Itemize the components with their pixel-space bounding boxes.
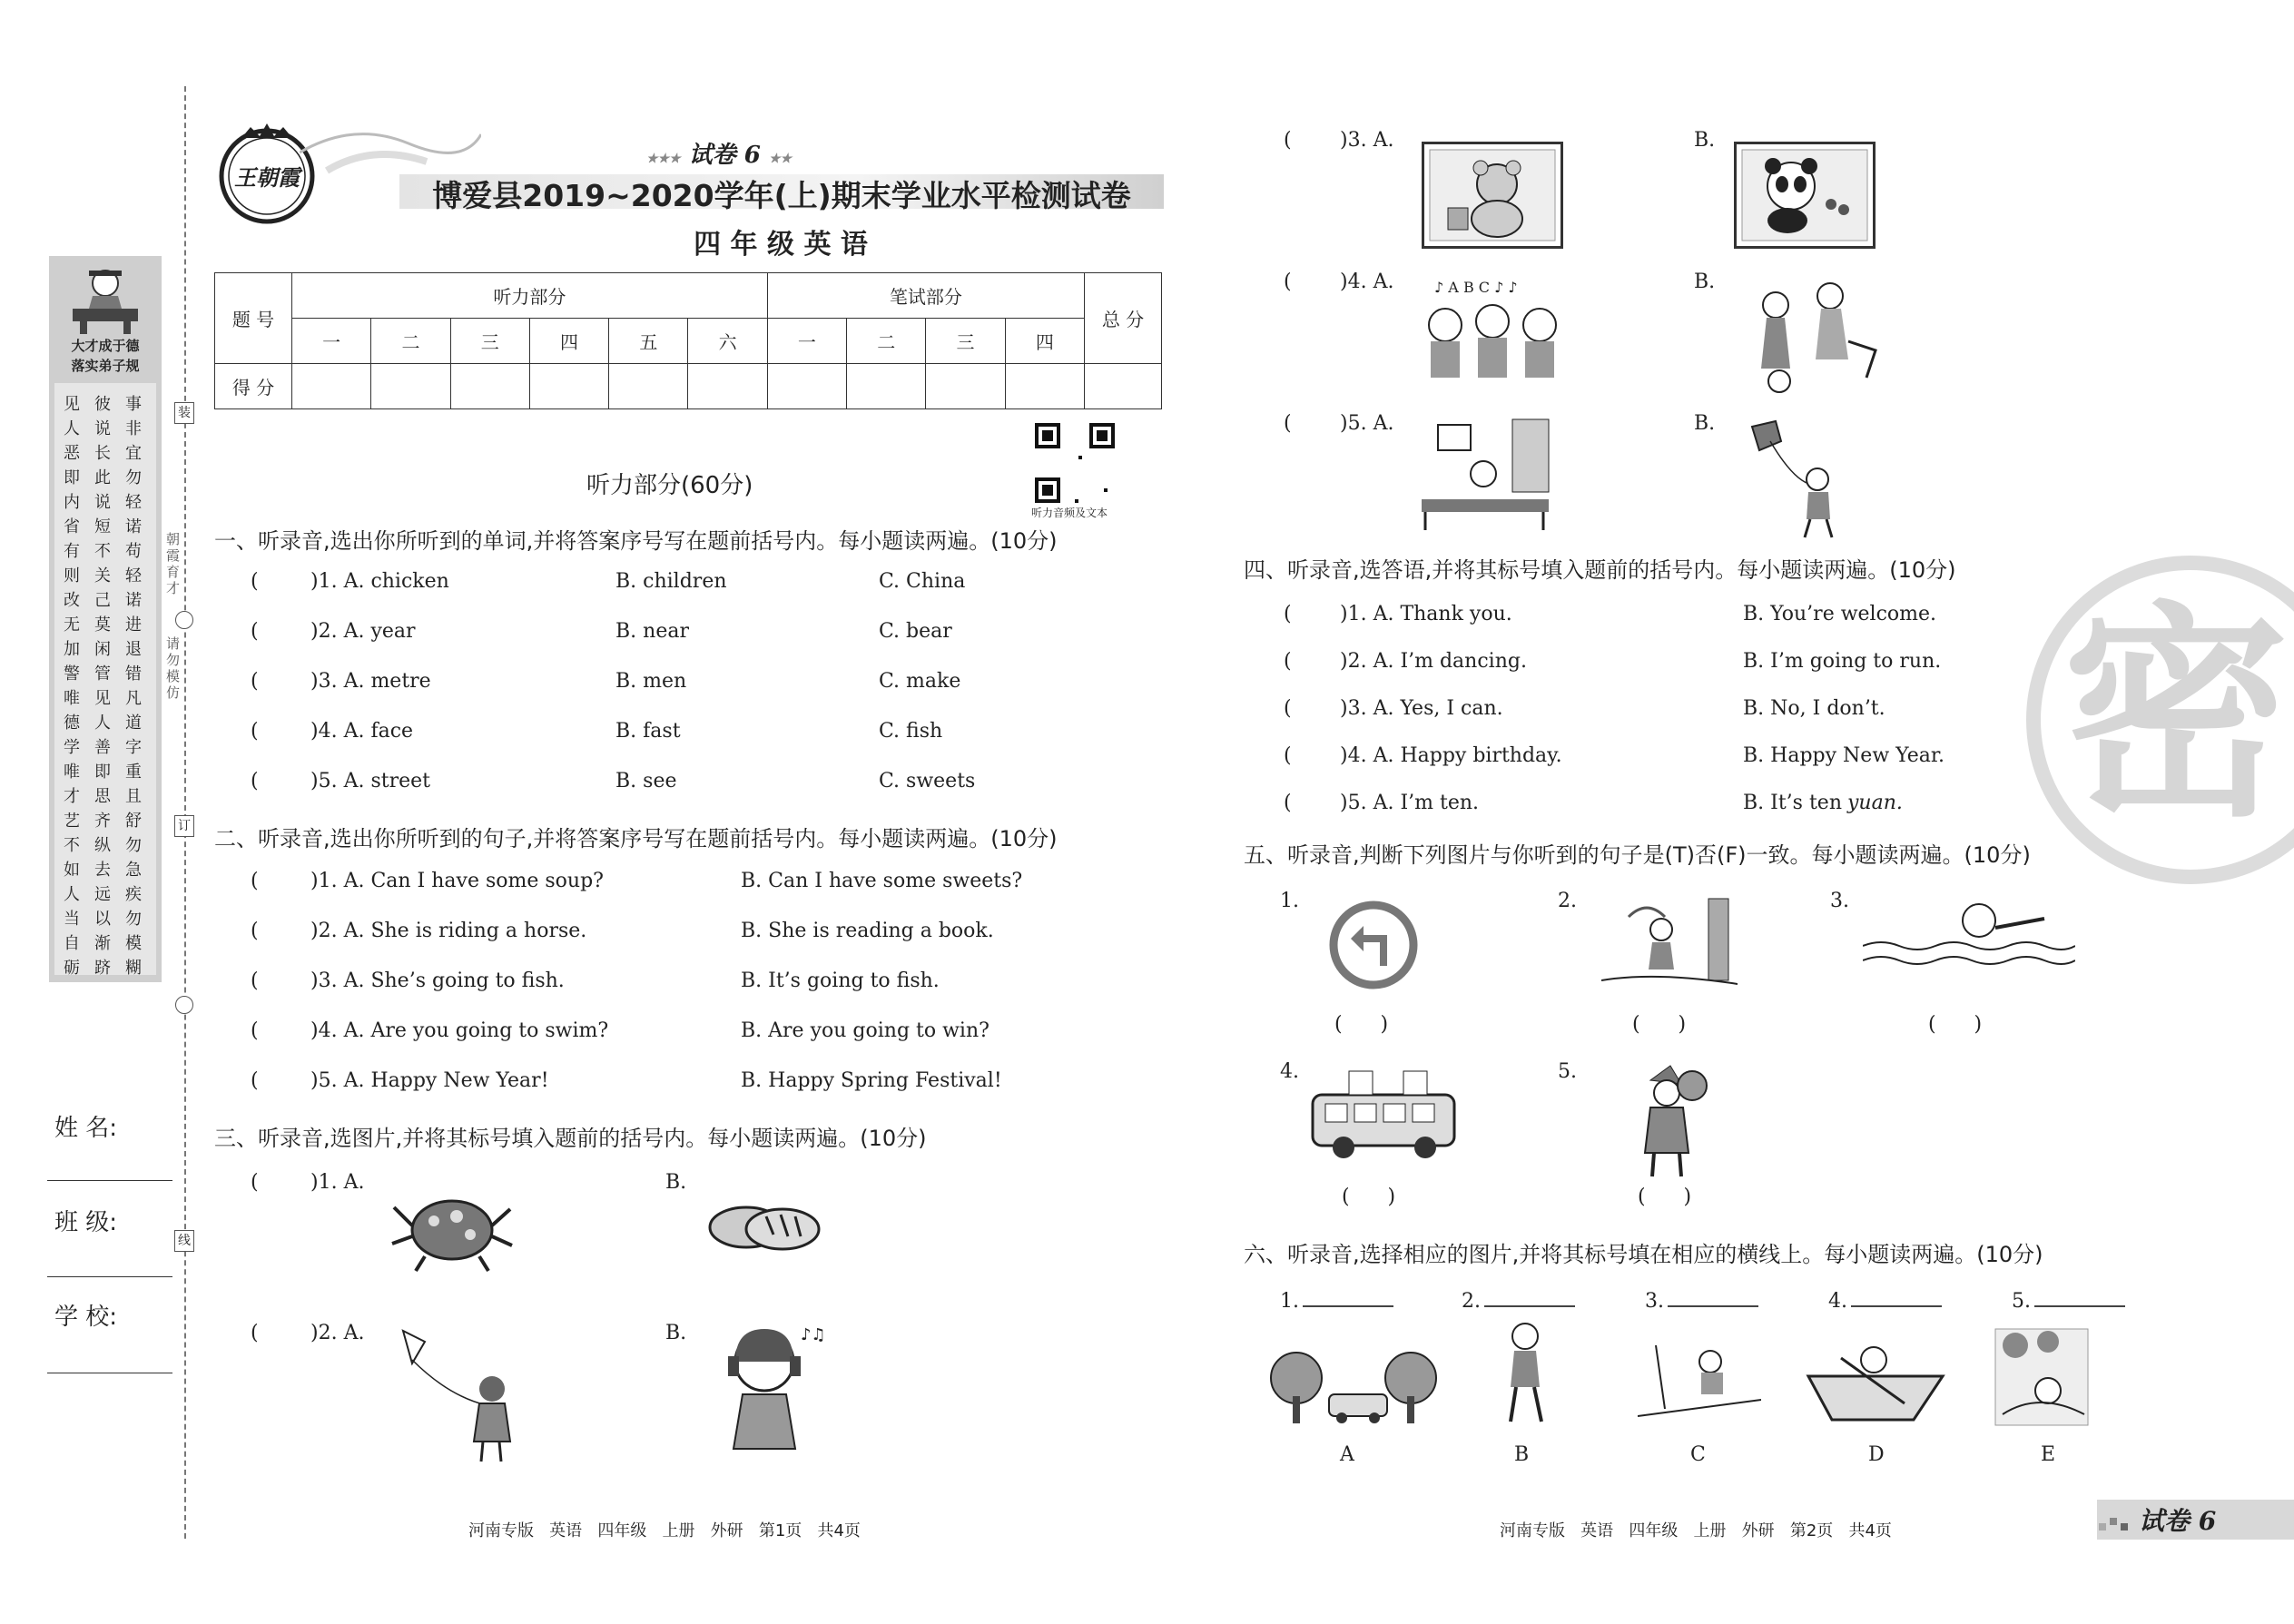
part5-answer-4[interactable]: ( ): [1342, 1186, 1396, 1208]
score-cell[interactable]: [926, 364, 1005, 409]
exam-title: 博爱县2019~2020学年(上)期末学业水平检测试卷: [432, 178, 1131, 213]
part6-heading: 六、听录音,选择相应的图片,并将其标号填在相应的横线上。每小题读两遍。(10分): [1244, 1242, 2043, 1267]
part1-item-a: )2. A. year: [310, 620, 416, 643]
part5-answer-3[interactable]: ( ): [1928, 1013, 1983, 1036]
score-col: 三: [926, 319, 1005, 364]
score-cell[interactable]: [609, 364, 688, 409]
part4-item-paren[interactable]: (: [1284, 603, 1292, 625]
score-table-listening: 听力部分: [292, 273, 768, 319]
score-table-writing: 笔试部分: [767, 273, 1084, 319]
score-table-score-label: 得 分: [215, 364, 292, 409]
score-cell[interactable]: [1085, 364, 1162, 409]
part4-item-paren[interactable]: (: [1284, 792, 1292, 814]
trees-car-picture: [1265, 1343, 1442, 1425]
part3-item-4-paren: (: [1284, 271, 1292, 293]
binding-mark-zhuang: 装: [174, 402, 194, 424]
binding-mark-ding: 订: [174, 815, 194, 837]
score-col: 三: [450, 319, 529, 364]
part3-item-5-paren: (: [1284, 412, 1292, 435]
part4-item-b: B. You’re welcome.: [1743, 603, 1937, 625]
part4-item-b: B. It’s ten yuan.: [1743, 792, 1903, 814]
part1-item-paren[interactable]: (: [251, 570, 259, 593]
part4-item-a: )3. A. Yes, I can.: [1340, 697, 1503, 720]
score-col: 五: [609, 319, 688, 364]
scholar-figure: [67, 263, 143, 336]
part2-item-a: )4. A. Are you going to swim?: [310, 1019, 609, 1042]
part2-item-b: B. Happy Spring Festival!: [741, 1069, 1002, 1092]
girl-music-picture: [715, 1322, 832, 1463]
part6-letter-d: D: [1868, 1443, 1885, 1466]
part6-letter-c: C: [1690, 1443, 1706, 1466]
part1-item-paren[interactable]: (: [251, 620, 259, 643]
tree-boy-picture: [1601, 890, 1738, 989]
part1-item-c: C. bear: [879, 620, 952, 643]
panda-picture: [1734, 142, 1876, 249]
class-field[interactable]: [47, 1276, 172, 1277]
singing-children-picture: [1416, 272, 1570, 381]
part4-item-paren[interactable]: (: [1284, 744, 1292, 767]
part2-item-paren[interactable]: (: [251, 1069, 259, 1092]
series-label: ★★★ 试卷 6 ★★: [646, 142, 793, 169]
part1-item-paren[interactable]: (: [251, 670, 259, 693]
part3-item-4-b: B.: [1694, 271, 1716, 293]
part1-item-c: C. China: [879, 570, 966, 593]
reading-desk-picture: [1416, 416, 1554, 532]
score-cell[interactable]: [292, 364, 371, 409]
part6-letter-a: A: [1340, 1443, 1354, 1466]
banner-line-2: 落实弟子规: [71, 358, 140, 374]
part3-item-5-a: )5. A.: [1340, 412, 1394, 435]
score-table: [214, 272, 1162, 409]
part5-num-4: 4.: [1280, 1060, 1299, 1083]
svg-text:♪♫: ♪♫: [801, 1325, 826, 1344]
score-cell[interactable]: [847, 364, 926, 409]
part6-blank-1[interactable]: 1.: [1280, 1289, 1393, 1313]
score-col: 六: [688, 319, 767, 364]
part1-item-b: B. see: [615, 770, 677, 792]
part5-num-5: 5.: [1558, 1060, 1577, 1083]
part3-item-4-a: )4. A.: [1340, 271, 1394, 293]
part4-item-b: B. No, I don’t.: [1743, 697, 1885, 720]
part1-item-b: B. fast: [615, 720, 681, 743]
secret-stamp: [2026, 556, 2294, 884]
bus-picture: [1304, 1062, 1463, 1162]
part2-heading: 二、听录音,选出你所听到的句子,并将答案序号写在题前括号内。每小题读两遍。(10分): [214, 826, 1058, 851]
score-table-total: 总 分: [1085, 273, 1162, 364]
side-note-copy: 请勿模仿: [166, 635, 181, 701]
score-cell[interactable]: [688, 364, 767, 409]
part3-item-2-a: )2. A.: [310, 1322, 365, 1344]
score-col: 二: [847, 319, 926, 364]
part1-item-c: C. sweets: [879, 770, 976, 792]
part4-item-a: )2. A. I’m dancing.: [1340, 650, 1527, 673]
part4-item-paren[interactable]: (: [1284, 650, 1292, 673]
motto-panel: [49, 256, 162, 982]
teddy-bear-picture: [1422, 142, 1563, 249]
part6-letter-e: E: [2041, 1443, 2056, 1466]
part4-heading: 四、听录音,选答语,并将其标号填入题前的括号内。每小题读两遍。(10分): [1244, 557, 1956, 583]
name-field[interactable]: [47, 1180, 172, 1181]
part5-answer-2[interactable]: ( ): [1632, 1013, 1687, 1036]
part1-item-a: )5. A. street: [310, 770, 430, 792]
score-cell[interactable]: [450, 364, 529, 409]
class-label: 班 级:: [54, 1209, 118, 1236]
part4-item-b: B. I’m going to run.: [1743, 650, 1942, 673]
binding-line: [184, 86, 186, 1539]
binding-hole-1: [175, 611, 193, 629]
part3-item-2-b: B.: [665, 1322, 687, 1344]
swimming-picture: [1863, 891, 2075, 979]
part2-item-b: B. She is reading a book.: [741, 920, 994, 942]
part6-blank-2[interactable]: 2.: [1462, 1289, 1575, 1313]
motto-column-1: 见 人 恶 即 内 省 有 则 改 无 加 警 唯 德 学 唯 才 艺 不 如 人 当 自 砺: [64, 395, 80, 978]
score-col: 二: [371, 319, 450, 364]
crab-picture: [389, 1180, 516, 1275]
part1-item-a: )1. A. chicken: [310, 570, 449, 593]
part2-item-a: )5. A. Happy New Year!: [310, 1069, 549, 1092]
part1-item-c: C. make: [879, 670, 961, 693]
boat-picture: [1805, 1340, 1946, 1427]
part4-item-b: B. Happy New Year.: [1743, 744, 1944, 767]
santa-picture: [1625, 1062, 1708, 1180]
score-col: 一: [292, 319, 371, 364]
part3-item-1-a: )1. A.: [310, 1171, 365, 1194]
fishing-picture: [1638, 1336, 1761, 1425]
score-cell[interactable]: [1005, 364, 1084, 409]
part3-heading: 三、听录音,选图片,并将其标号填入题前的括号内。每小题读两遍。(10分): [214, 1126, 927, 1151]
page-tag: 试卷 6: [2139, 1506, 2217, 1536]
part3-item-5-b: B.: [1694, 412, 1716, 435]
part1-item-b: B. men: [615, 670, 687, 693]
part5-heading: 五、听录音,判断下列图片与你听到的句子是(T)否(F)一致。每小题读两遍。(10分): [1244, 842, 2031, 868]
part6-blank-4[interactable]: 4.: [1828, 1289, 1942, 1313]
part1-item-b: B. children: [615, 570, 727, 593]
score-table-question-label: 题 号: [215, 273, 292, 364]
part1-item-paren[interactable]: (: [251, 770, 259, 792]
part1-item-paren[interactable]: (: [251, 720, 259, 743]
qr-caption: 听力音频及文本: [1031, 507, 1108, 519]
boy-kite-picture: [1739, 418, 1848, 541]
ribbon-decoration: [300, 116, 481, 180]
score-col: 四: [1005, 319, 1084, 364]
score-col: 四: [529, 319, 608, 364]
football-kids-picture: [1739, 278, 1885, 396]
part4-item-a: )5. A. I’m ten.: [1340, 792, 1480, 814]
part1-item-a: )3. A. metre: [310, 670, 431, 693]
score-cell[interactable]: [767, 364, 846, 409]
brand-logo-text: 王朝霞: [234, 164, 300, 191]
part6-blank-3[interactable]: 3.: [1645, 1289, 1758, 1313]
part2-item-paren[interactable]: (: [251, 920, 259, 942]
score-cell[interactable]: [529, 364, 608, 409]
secret-stamp-char: 密: [2063, 583, 2289, 847]
boy-walking-picture: [1492, 1320, 1558, 1427]
listening-heading: 听力部分(60分): [586, 472, 753, 499]
turn-left-sign-icon: [1327, 899, 1420, 991]
name-label: 姓 名:: [54, 1115, 118, 1142]
part6-blank-5[interactable]: 5.: [2012, 1289, 2125, 1313]
qr-code[interactable]: [1035, 423, 1115, 503]
park-picture: [1994, 1327, 2090, 1427]
part3-item-3-paren: (: [1284, 129, 1292, 152]
part4-item-a: )1. A. Thank you.: [1340, 603, 1512, 625]
part1-item-c: C. fish: [879, 720, 943, 743]
part1-heading: 一、听录音,选出你所听到的单词,并将答案序号写在题前括号内。每小题读两遍。(10分): [214, 528, 1058, 554]
page-tag-dots: [2097, 1514, 2133, 1532]
side-note-brand: 朝霞育才: [166, 531, 181, 596]
part2-item-paren[interactable]: (: [251, 870, 259, 892]
part3-item-1-paren: (: [251, 1171, 259, 1194]
part4-item-a: )4. A. Happy birthday.: [1340, 744, 1562, 767]
part2-item-b: B. Are you going to win?: [741, 1019, 989, 1042]
footer-left: 河南专版 英语 四年级 上册 外研 第1页 共4页: [468, 1521, 861, 1540]
part3-item-2-paren: (: [251, 1322, 259, 1344]
banner-line-1: 大才成于德: [71, 338, 140, 354]
part3-item-3-b: B.: [1694, 129, 1716, 152]
score-col: 一: [767, 319, 846, 364]
part5-num-1: 1.: [1280, 890, 1299, 912]
binding-hole-2: [175, 996, 193, 1014]
part5-answer-5[interactable]: ( ): [1638, 1186, 1692, 1208]
part3-item-3-a: )3. A.: [1340, 129, 1394, 152]
part5-num-2: 2.: [1558, 890, 1577, 912]
part6-letter-b: B: [1514, 1443, 1530, 1466]
motto-column-3: 事 非 宜 勿 轻 诺 苟 轻 诺 进 退 错 凡 道 字 重 且 舒 勿 急 疾 勿 模 糊: [125, 395, 142, 978]
part2-item-a: )2. A. She is riding a horse.: [310, 920, 587, 942]
part4-item-b-italic: yuan.: [1847, 792, 1903, 814]
part4-item-paren[interactable]: (: [1284, 697, 1292, 720]
binding-mark-xian: 线: [174, 1230, 194, 1252]
svg-text:♪ A B C ♪ ♪: ♪ A B C ♪ ♪: [1434, 279, 1518, 296]
part5-num-3: 3.: [1830, 890, 1849, 912]
part2-item-b: B. Can I have some sweets?: [741, 870, 1023, 892]
footer-right: 河南专版 英语 四年级 上册 外研 第2页 共4页: [1500, 1521, 1892, 1540]
score-cell[interactable]: [371, 364, 450, 409]
bread-picture: [706, 1195, 822, 1260]
girl-kite-picture: [385, 1324, 523, 1465]
part2-item-b: B. It’s going to fish.: [741, 969, 940, 992]
part2-item-a: )3. A. She’s going to fish.: [310, 969, 565, 992]
exam-subtitle: 四 年 级 英 语: [694, 229, 868, 261]
school-label: 学 校:: [54, 1304, 118, 1331]
part5-answer-1[interactable]: ( ): [1334, 1013, 1389, 1036]
part2-item-a: )1. A. Can I have some soup?: [310, 870, 604, 892]
part1-item-b: B. near: [615, 620, 689, 643]
part1-item-a: )4. A. face: [310, 720, 414, 743]
part2-item-paren[interactable]: (: [251, 1019, 259, 1042]
part2-item-paren[interactable]: (: [251, 969, 259, 992]
part3-item-1-b: B.: [665, 1171, 687, 1194]
motto-column-2: 彼 说 长 此 说 短 不 关 己 莫 闲 管 见 人 善 即 思 齐 纵 去 远 以 渐 跻: [94, 395, 111, 978]
